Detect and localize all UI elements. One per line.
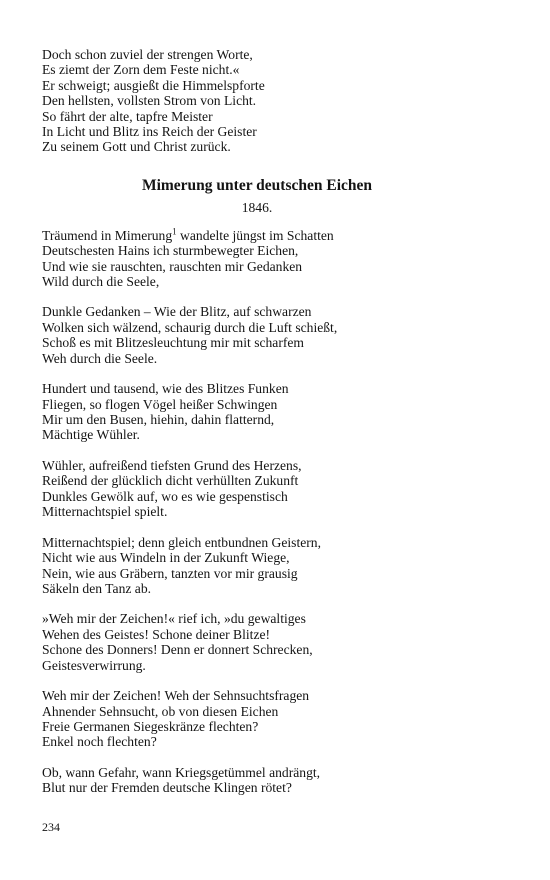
verse-line: Geistesverwirrung. bbox=[42, 657, 146, 673]
verse-line: Es ziemt der Zorn dem Feste nicht.« bbox=[42, 62, 240, 78]
verse-line: Reißend der glücklich dicht verhüllten Zukunft bbox=[42, 473, 299, 489]
footnote-marker: 1 bbox=[172, 226, 177, 237]
verse-line: Mächtige Wühler. bbox=[42, 427, 140, 443]
verse-line: Ahnender Sehnsucht, ob von diesen Eichen bbox=[42, 703, 279, 719]
verse-line: Den hellsten, vollsten Strom von Licht. bbox=[42, 93, 257, 109]
verse-line: Schoß es mit Blitzesleuchtung mir mit scharfem bbox=[42, 335, 305, 351]
poem-stanza-6 bbox=[42, 611, 512, 673]
verse-line: Wolken sich wälzend, schaurig durch die Luft schießt, bbox=[42, 319, 338, 335]
page-number: 234 bbox=[42, 820, 60, 834]
poem-stanza-4 bbox=[42, 458, 512, 520]
verse-line-start: Träumend in Mimerung bbox=[42, 227, 173, 243]
verse-line: Schone des Donners! Denn er donnert Schrecken, bbox=[42, 642, 313, 658]
verse-line: Doch schon zuviel der strengen Worte, bbox=[42, 47, 253, 62]
verse-line: Enkel noch flechten? bbox=[42, 734, 157, 750]
verse-line: Wühler, aufreißend tiefsten Grund des Herzens, bbox=[42, 457, 302, 473]
verse-line: Deutschesten Hains ich sturmbewegter Eichen, bbox=[42, 243, 299, 259]
verse-line: Hundert und tausend, wie des Blitzes Funken bbox=[42, 381, 289, 397]
verse-line: Weh durch die Seele. bbox=[42, 350, 158, 366]
verse-line: Dunkles Gewölk auf, wo es wie gespenstisch bbox=[42, 488, 288, 504]
verse-line: Nein, wie aus Gräbern, tanzten vor mir grausig bbox=[42, 565, 298, 581]
verse-line: Wild durch die Seele, bbox=[42, 273, 160, 289]
verse-line: »Weh mir der Zeichen!« rief ich, »du gewaltiges bbox=[42, 611, 306, 627]
poem-date: 1846. bbox=[241, 199, 273, 215]
poem-stanza-2 bbox=[42, 304, 512, 366]
verse-line bbox=[42, 228, 512, 243]
verse-line: Und wie sie rauschten, rauschten mir Gedanken bbox=[42, 258, 303, 274]
verse-line: Mir um den Busen, hiehin, dahin flatternd, bbox=[42, 412, 275, 428]
verse-line: Ob, wann Gefahr, wann Kriegsgetümmel andrängt, bbox=[42, 764, 321, 780]
previous-poem-stanza bbox=[42, 47, 512, 155]
verse-line: Blut nur der Fremden deutsche Klingen rötet? bbox=[42, 780, 292, 796]
poem-stanza-1 bbox=[42, 228, 512, 290]
verse-line: Wehen des Geistes! Schone deiner Blitze! bbox=[42, 626, 271, 642]
poem-stanza-3 bbox=[42, 381, 512, 443]
poem-title: Mimerung unter deutschen Eichen bbox=[141, 176, 373, 194]
verse-line: So fährt der alte, tapfre Meister bbox=[42, 108, 213, 124]
poem-stanza-7 bbox=[42, 688, 512, 750]
verse-line: In Licht und Blitz ins Reich der Geister bbox=[42, 123, 257, 139]
verse-line: Nicht wie aus Windeln in der Zukunft Wiege, bbox=[42, 550, 290, 566]
poem-stanza-5 bbox=[42, 535, 512, 597]
verse-line: Weh mir der Zeichen! Weh der Sehnsuchtsfragen bbox=[42, 688, 310, 704]
poem-stanza-8 bbox=[42, 765, 512, 796]
page-content bbox=[42, 47, 512, 796]
verse-line: Fliegen, so flogen Vögel heißer Schwingen bbox=[42, 396, 278, 412]
verse-line-end: wandelte jüngst im Schatten bbox=[176, 227, 334, 243]
verse-line: Mitternachtspiel; denn gleich entbundnen Geistern, bbox=[42, 534, 321, 550]
verse-line: Säkeln den Tanz ab. bbox=[42, 580, 152, 596]
verse-line: Zu seinem Gott und Christ zurück. bbox=[42, 139, 231, 155]
verse-line: Er schweigt; ausgießt die Himmelspforte bbox=[42, 77, 265, 93]
verse-line: Freie Germanen Siegeskränze flechten? bbox=[42, 719, 259, 735]
verse-line: Dunkle Gedanken – Wie der Blitz, auf schwarzen bbox=[42, 304, 312, 320]
verse-line: Mitternachtspiel spielt. bbox=[42, 504, 168, 520]
